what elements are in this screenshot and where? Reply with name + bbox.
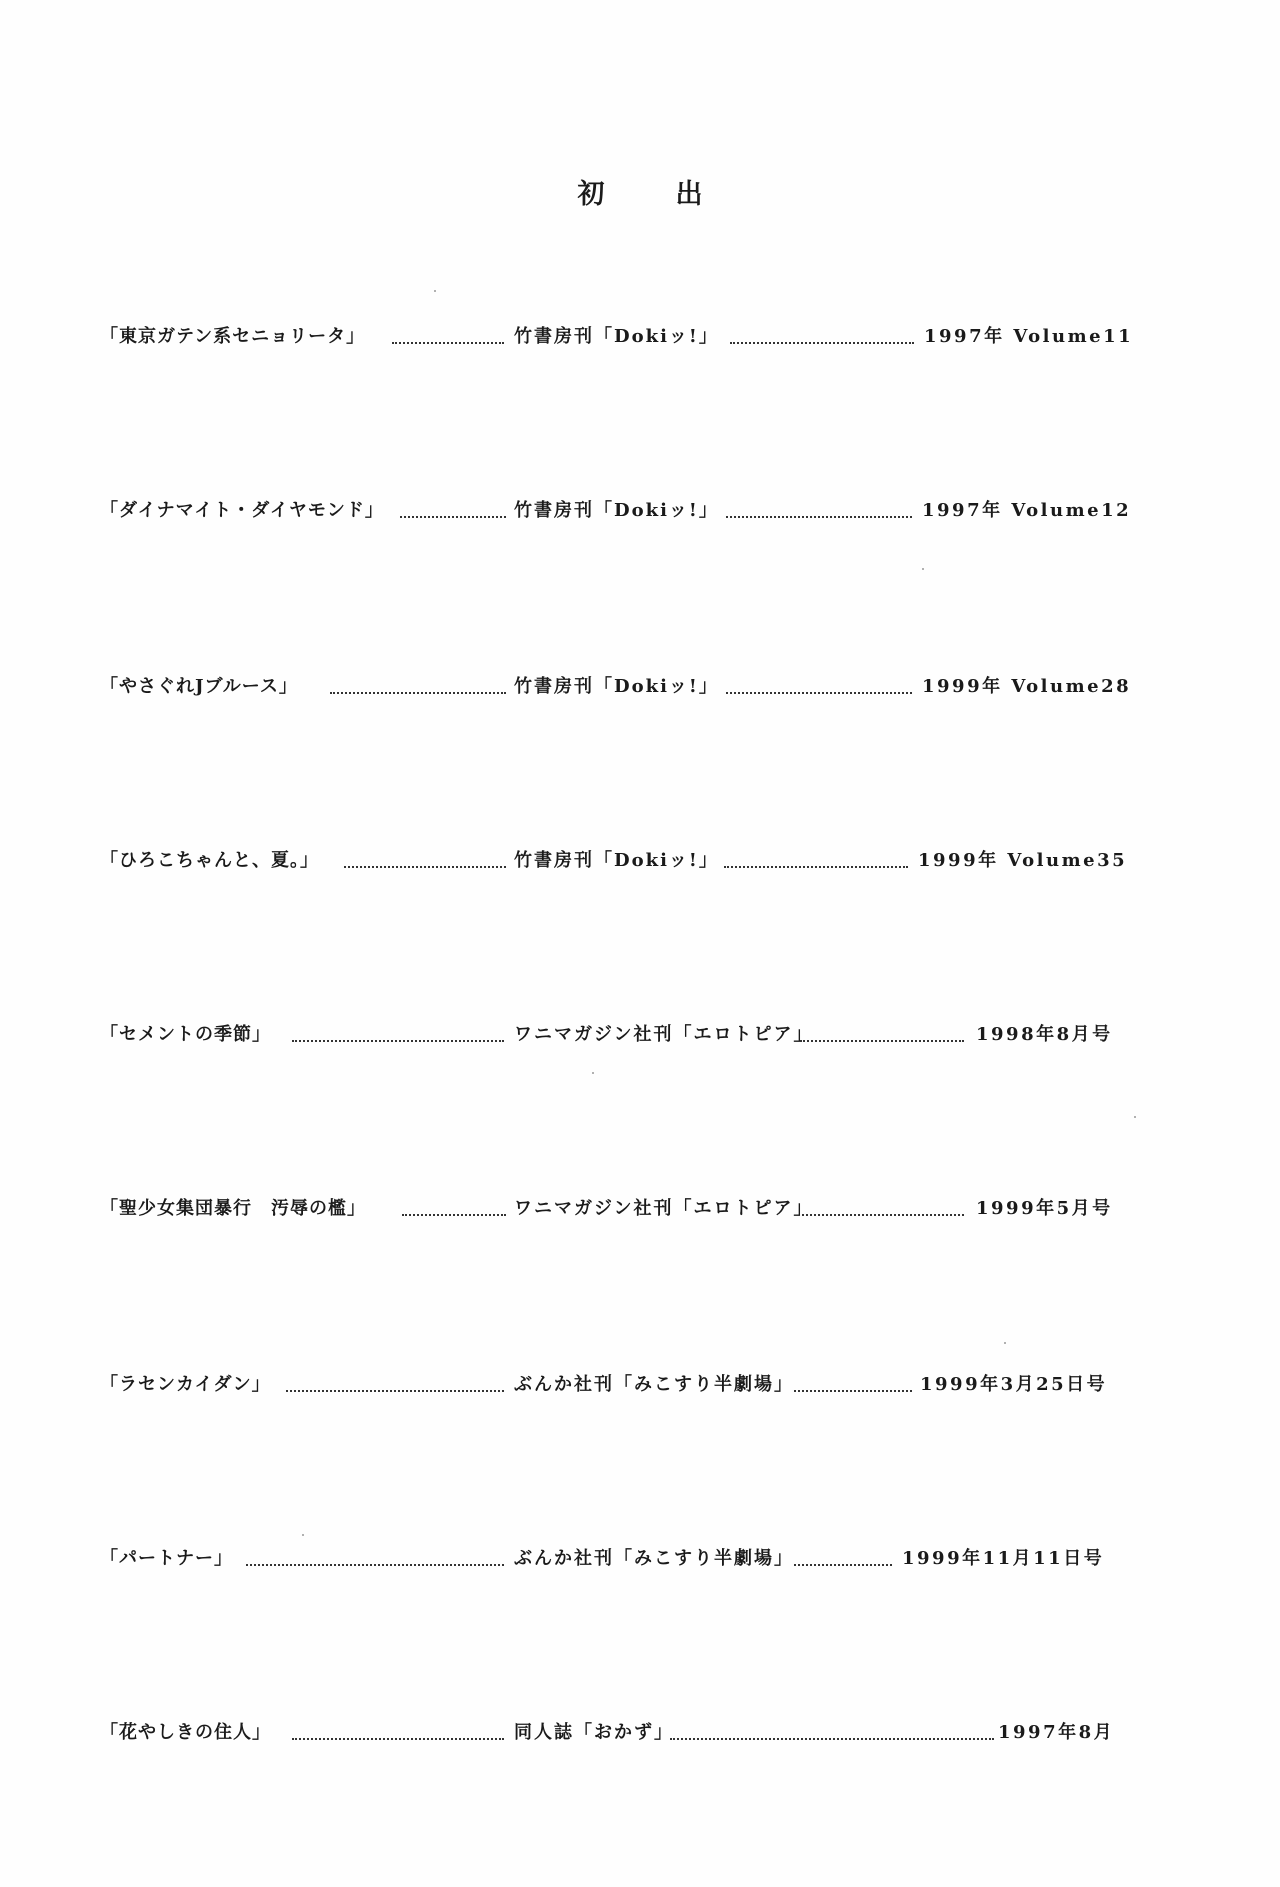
publisher-text: 竹書房刊「Dokiッ!」 — [514, 676, 719, 697]
dot-leader — [726, 516, 912, 518]
work-title: 「ひろこちゃんと、夏。」 — [100, 850, 319, 871]
publisher-text: ぶんか社刊「みこすり半劇場」 — [514, 1374, 794, 1395]
list-item — [0, 844, 1280, 878]
publication-date: 1999年3月25日号 — [920, 1374, 1108, 1395]
publication-date: 1999年11月11日号 — [902, 1548, 1105, 1569]
dot-leader — [330, 692, 506, 694]
work-title: 「東京ガテン系セニョリータ」 — [100, 326, 366, 347]
scan-speck — [922, 568, 924, 570]
publication-date: 1999年 Volume28 — [922, 676, 1132, 697]
dot-leader — [292, 1040, 504, 1042]
publisher-text: ぶんか社刊「みこすり半劇場」 — [514, 1548, 794, 1569]
publisher-text: 竹書房刊「Dokiッ!」 — [514, 500, 719, 521]
work-title: 「セメントの季節」 — [100, 1024, 271, 1045]
dot-leader — [800, 1040, 964, 1042]
dot-leader — [794, 1390, 912, 1392]
publication-date: 1997年8月 — [998, 1722, 1115, 1743]
work-title: 「花やしきの住人」 — [100, 1722, 271, 1743]
publisher-text: 竹書房刊「Dokiッ!」 — [514, 326, 719, 347]
dot-leader — [246, 1564, 504, 1566]
dot-leader — [794, 1564, 892, 1566]
dot-leader — [802, 1214, 964, 1216]
publication-date: 1999年5月号 — [976, 1198, 1113, 1219]
dot-leader — [670, 1738, 994, 1740]
dot-leader — [730, 342, 914, 344]
work-title: 「ダイナマイト・ダイヤモンド」 — [100, 500, 384, 521]
work-title: 「聖少女集団暴行 汚辱の檻」 — [100, 1198, 366, 1219]
publisher-text: 竹書房刊「Dokiッ!」 — [514, 850, 719, 871]
list-item — [0, 1018, 1280, 1052]
scan-speck — [1004, 1342, 1006, 1344]
dot-leader — [286, 1390, 504, 1392]
scan-speck — [1134, 1116, 1136, 1118]
publisher-text: ワニマガジン社刊「エロトピア」 — [514, 1198, 814, 1219]
dot-leader — [292, 1738, 504, 1740]
scan-speck — [302, 1534, 304, 1536]
dot-leader — [344, 866, 506, 868]
scan-speck — [592, 1072, 594, 1074]
publication-date: 1999年 Volume35 — [918, 850, 1128, 871]
list-item — [0, 670, 1280, 704]
publication-date: 1997年 Volume12 — [922, 500, 1132, 521]
dot-leader — [400, 516, 506, 518]
dot-leader — [724, 866, 908, 868]
work-title: 「やさぐれJブルース」 — [100, 676, 298, 697]
publication-date: 1997年 Volume11 — [924, 326, 1134, 347]
dot-leader — [726, 692, 912, 694]
dot-leader — [392, 342, 504, 344]
dot-leader — [402, 1214, 506, 1216]
list-item — [0, 320, 1280, 354]
work-title: 「パートナー」 — [100, 1548, 233, 1569]
publication-date: 1998年8月号 — [976, 1024, 1113, 1045]
list-item — [0, 1192, 1280, 1226]
scan-speck — [434, 290, 436, 292]
list-item — [0, 1716, 1280, 1750]
work-title: 「ラセンカイダン」 — [100, 1374, 271, 1395]
publisher-text: 同人誌「おかず」 — [514, 1722, 674, 1743]
publisher-text: ワニマガジン社刊「エロトピア」 — [514, 1024, 814, 1045]
page-title: 初 出 — [577, 179, 725, 210]
list-item — [0, 494, 1280, 528]
list-item — [0, 1542, 1280, 1576]
list-item — [0, 1368, 1280, 1402]
